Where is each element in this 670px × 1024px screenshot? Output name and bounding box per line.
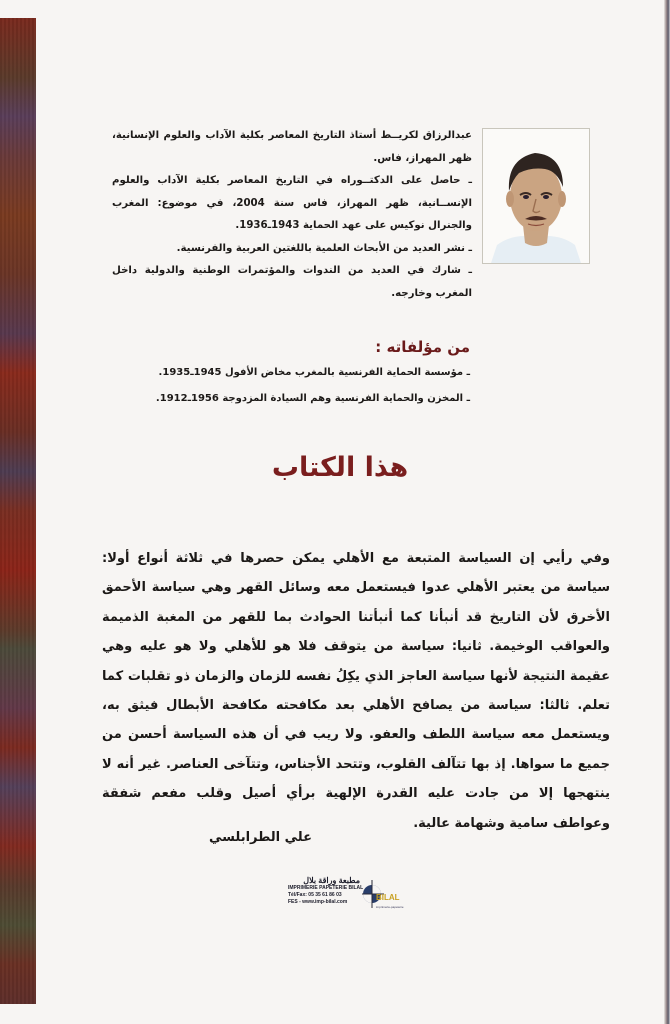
works-item: ـ مؤسسة الحماية الفرنسية بالمغرب مخاض الأفول 1945ـ1935.: [158, 367, 470, 378]
page-edge: [664, 0, 670, 1024]
printer-phone: Tél/Fax: 05 35 61 86 03: [288, 892, 342, 898]
bio-paragraph: ـ نشر العديد من الأبحاث العلمية باللغتين العربية والفرنسية.: [176, 242, 472, 254]
book-quote: [102, 544, 610, 838]
logo-text: BILAL: [376, 893, 400, 902]
logo-subtext: imprimerie-papeterie: [376, 905, 404, 909]
bilal-logo-icon: [362, 878, 410, 914]
bio-paragraph: ـ حاصل على الدكتــوراه في التاريخ المعاصر بكلية الآداب والعلوم الإنســانية، ظهر المهراز، فاس سنة 2004، في موضوع: المغرب والجنرال نوكيس على عهد الحماية 1943ـ1936.: [112, 175, 472, 231]
printer-logo: [362, 878, 410, 918]
printer-city-web: FES - www.imp-bilal.com: [288, 899, 348, 905]
bio-paragraph: ـ شارك في العديد من الندوات والمؤتمرات الوطنية والدولية داخل المغرب وخارجه.: [112, 265, 472, 299]
printer-name-fr: IMPRIMERIE PAPETERIE BILAL: [288, 885, 364, 891]
bio-paragraph: عبدالرزاق لكريــط أستاذ التاريخ المعاصر بكلية الآداب والعلوم الإنسانية، ظهر المهراز، فاس.: [112, 130, 472, 164]
printer-imprint: [288, 876, 412, 916]
quote-author: علي الطرابلسي: [209, 830, 312, 845]
author-photo: [482, 128, 590, 264]
printer-info: [288, 876, 364, 906]
quote-paragraph: وفي رأيي إن السياسة المتبعة مع الأهلي يمكن حصرها في ثلاثة أنواع أولا: سياسة من يعتبر الأهلي عدوا فيستعمل معه وسائل القهر وهي سياسة الأحمق الأخرق لأن التاريخ قد أنبأنا كما أنبأتنا الحوادث بما للقهر من المغبة الذميمة والعواقب الوخيمة. ثانيا: سياسة من يتوقف فلا هو للأهلي ولا هو عليه وهي عقيمة النتيجة لأنها سياسة العاجز الذي يكِلُ نفسه للزمان والزمان ذو تقلبات كما تعلم. ثالثا: سياسة من يصافح الأهلي بعد مكافحته مكافحة الأبطال فيثق به، ويستعمل معه سياسة اللطف والعفو. ولا ريب في أن هذه السياسة أحسن من جميع ما سواها. إذ بها تتآلف القلوب، وتتحد الأجناس، وتتآخى العناصر. غير أنه لا ينتهجها إلا من جادت عليه القدرة الإلهية برأي أصيل وقلب مفعم شفقة وعواطف سامية وشهامة عالية.: [102, 551, 610, 831]
book-section-title: هذا الكتاب: [271, 452, 409, 483]
works-list: [150, 360, 470, 412]
works-item: ـ المخزن والحماية الفرنسية وهم السيادة المزدوجة 1956ـ1912.: [155, 393, 470, 404]
printer-name-ar: مطبعة وراقة بلال: [303, 876, 360, 885]
cover-spine-strip: [0, 18, 36, 1004]
works-heading: من مؤلفاته :: [375, 338, 470, 356]
author-portrait-icon: [483, 129, 589, 263]
author-bio: [112, 125, 472, 305]
